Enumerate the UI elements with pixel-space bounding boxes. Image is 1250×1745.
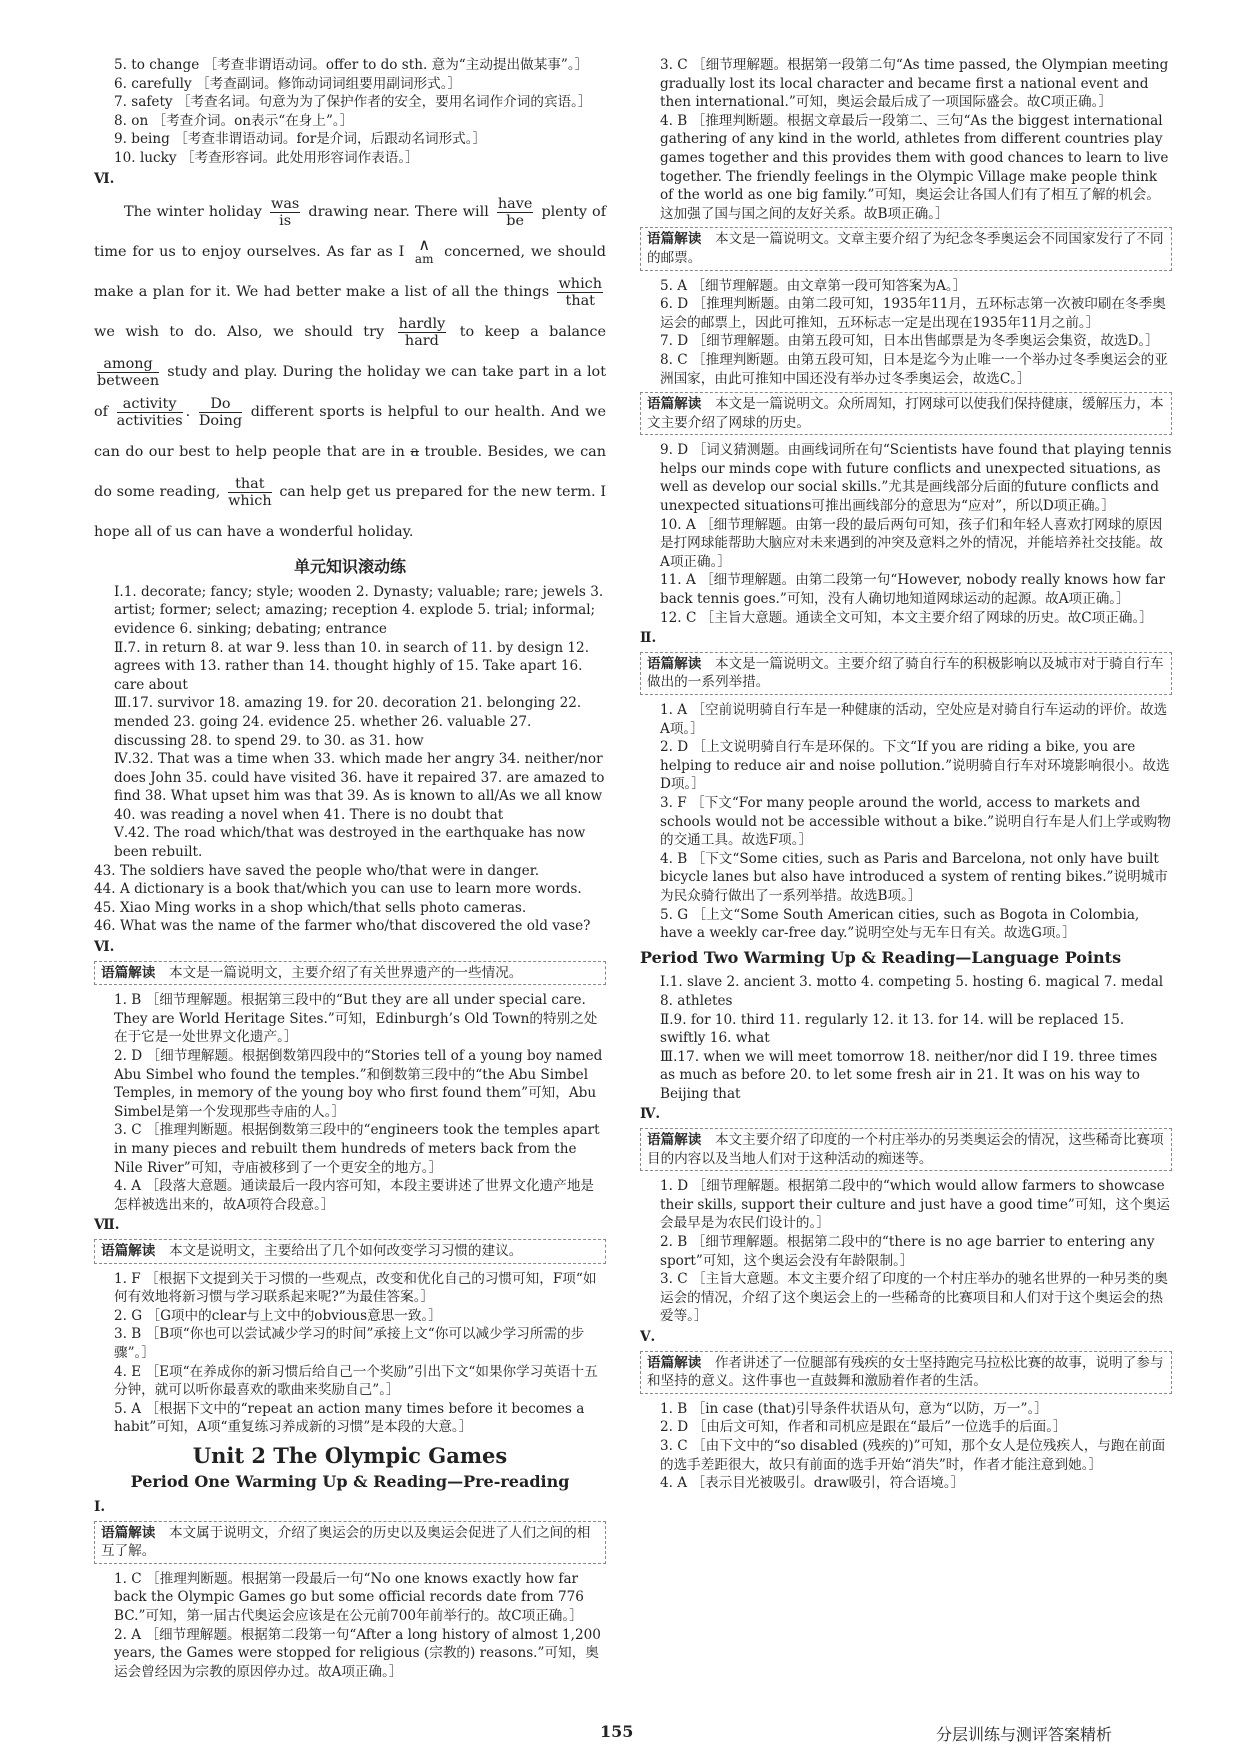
essay-text: plenty of time for us to enjoy ourselves. As far as I [94, 204, 607, 261]
box-text: 本文是说明文，主要给出了几个如何改变学习习惯的建议。 [168, 1242, 523, 1259]
box-label: 语篇解读 [101, 964, 156, 981]
roll-answers [94, 583, 606, 936]
box-label: 语篇解读 [647, 1132, 702, 1149]
correction-new: Do [199, 396, 242, 413]
essay-text: concerned, we should make a plan for it. We had better make a list of all the things [94, 244, 607, 301]
correction-new: which [558, 275, 603, 292]
box-text: 本文是一篇说明文。文章主要介绍了为纪念冬季奥运会不同国家发行了不同的邮票。 [647, 231, 1164, 266]
section-label: Ⅳ. [640, 1106, 661, 1123]
answer-item: 5. A ［根据下文中的“repeat an action many times before it becomes a habit”可知，A项“重复练习养成新的习惯”是本段的大意。］ [114, 1400, 585, 1436]
correction-new: have [497, 195, 533, 212]
answer-item: 6. D ［推理判断题。由第二段可知，1935年11月，五环标志第一次被印刷在冬季奥运会的邮票上，因此可推知，五环标志一定是出现在1935年11月之前。］ [660, 296, 1166, 331]
correction-new: that [228, 476, 272, 493]
answer-item: 2. B ［细节理解题。根据第二段中的“there is no age barrier to entering any sport”可知，这个奥运会没有年龄限制。］ [660, 1234, 1155, 1269]
answer-item: 9. D ［词义猜测题。由画线词所在句“Scientists have found that playing tennis helps our minds cope with future conflicts and unexpected situations, as well as develop our social skills.”尤其是画线部分后面的future conflicts and unexpected situations可推出画线部分的意思为“应对”，所以D项正确。］ [660, 442, 1172, 515]
answer-item: 4. A ［表示目光被吸引。draw吸引，符合语境。］ [660, 1475, 965, 1492]
box-label: 语篇解读 [647, 396, 702, 413]
correction [199, 396, 242, 429]
answer-item: 6. carefully ［考查副词。修饰动词词组要用副词形式。］ [114, 75, 462, 92]
answer-item: 1. D ［细节理解题。根据第二段中的“which would allow farmers to showcase their skills, support their culture and just have a good time”可知，这个奥运会最早是为农民们设计的。］ [660, 1178, 1171, 1232]
correction-old: activities [116, 412, 183, 429]
passage-analysis-box [94, 1239, 606, 1264]
answer-item: 10. A ［细节理解题。由第一段的最后两句可知，孩子们和年轻人喜欢打网球的原因是打网球能帮助大脑应对未来遇到的冲突及意料之外的情况，并能培养社交技能。故A项正确。］ [660, 516, 1163, 570]
essay-text: to keep a balance [459, 324, 606, 341]
correction-old: hard [404, 332, 439, 349]
answer-item: Ⅳ.32. That was a time when 33. which made her angry 34. neither/nor does John 35. could have visited 36. have it repaired 37. are amazed to find 38. What upset him was that 39. As is known to all/As we all know 40. was reading a novel when 41. There is no doubt that [114, 751, 605, 823]
caret-icon: ∧ [418, 235, 431, 255]
answer-item: 11. A ［细节理解题。由第二段第一句“However, nobody really knows how far back tennis goes.”可知，没有人确切地知道网球运动的起源。故A项正确。］ [660, 572, 1165, 608]
answer-item: 4. A ［段落大意题。通读最后一段内容可知，本段主要讲述了世界文化遗产地是怎样被选出来的，故A项符合段意。］ [114, 1178, 595, 1213]
answer-item: 8. C ［推理判断题。由第五段可知，日本是迄今为止唯一一个举办过冬季奥运会的亚洲国家，由此可推知中国还没有举办过冬季奥运会，故选C。］ [660, 351, 1168, 387]
period-title: Period One Warming Up & Reading—Pre-reading [130, 1472, 570, 1492]
box-label: 语篇解读 [647, 1354, 702, 1371]
correction-old: be [506, 212, 524, 229]
section-label: Ⅴ. [640, 1329, 656, 1345]
box-text: 本文是一篇说明文。主要介绍了骑自行车的积极影响以及城市对于骑自行车做出的一系列举措。 [647, 655, 1164, 691]
answer-item: 9. being ［考查非谓语动词。for是介词，后跟动名词形式。］ [114, 131, 487, 148]
answer-item: Ⅲ.17. when we will meet tomorrow 18. neither/nor did I 19. three times as much as before 20. to let some fresh air in 21. It was on his way to Beijing that [660, 1048, 1158, 1102]
correction-new: among [97, 356, 159, 373]
section-label: Ⅰ. [94, 1499, 106, 1516]
answer-item: 2. D ［上文说明骑自行车是环保的。下文“If you are riding a bike, you are helping to reduce air and noise pollution.”说明骑自行车对环境影响很小。故选D项。］ [660, 739, 1170, 793]
answer-item: 5. to change ［考查非谓语动词。offer to do sth. 意为“主动提出做某事”。］ [114, 57, 589, 73]
answer-item: Ⅰ.1. decorate; fancy; style; wooden 2. Dynasty; valuable; rare; jewels 3. artist; former; select; amazing; reception 4. explode 5. trial; informal; evidence 6. sinking; debating; entrance [114, 583, 604, 637]
answer-item: 43. The soldiers have saved the people who/that were in danger. [94, 862, 540, 879]
answer-item: 2. G ［G项中的clear与上文中的obvious意思一致。］ [114, 1307, 442, 1324]
answer-item: Ⅱ.9. for 10. third 11. regularly 12. it 13. for 14. will be replaced 15. swiftly 16. what [660, 1011, 1125, 1047]
answer-item: 10. lucky ［考查形容词。此处用形容词作表语。］ [114, 149, 419, 166]
page-number: 155 [600, 1722, 634, 1741]
essay-text: The winter holiday [124, 204, 262, 221]
right-column [640, 56, 1172, 1493]
answer-item: 1. C ［推理判断题。根据第一段最后一句“No one knows exactly how far back the Olympic Games go but some official records date from 776 BC.”可知，第一届古代奥运会应该是在公元前700年前举行的。故C项正确。］ [114, 1570, 584, 1625]
section-label: Ⅱ. [640, 630, 657, 647]
answer-item: 4. B ［推理判断题。根据文章最后一段第二、三句“As the biggest international gathering of any kind in the world, athletes from different countries play games together and this provides them with good chances to learn to live together. The friendly feelings in the Olympic Village make people think of the world as one big family.”可知，奥运会让各国人们有了相互了解的机会。这加强了国与国之间的友好关系。故B项正确。］ [660, 112, 1169, 222]
box-label: 语篇解读 [647, 231, 702, 248]
answer-item: Ⅰ.1. slave 2. ancient 3. motto 4. competing 5. hosting 6. magical 7. medal 8. athletes [660, 974, 1164, 1009]
answer-item: 5. A ［细节理解题。由文章第一段可知答案为A。］ [660, 277, 967, 294]
insertion-mark [410, 235, 438, 267]
answer-item: 4. B ［下文“Some cities, such as Paris and Barcelona, not only have built bicycle lanes but also have introduced a system of renting bikes.”说明城市为民众骑行做出了一系列举措。故选B项。］ [660, 850, 1168, 904]
essay-text: study and play. During the holiday we can take part in a lot of [94, 364, 606, 421]
answer-item: 12. C ［主旨大意题。通读全文可知，本文主要介绍了网球的历史。故C项正确。］ [660, 609, 1153, 626]
answer-item: 5. G ［上文“Some South American cities, such as Bogota in Colombia, have a weekly car-free day.”说明空处与无车日有关。故选G项。］ [660, 906, 1140, 942]
passage-analysis-box [640, 1128, 1172, 1171]
correction [117, 396, 183, 429]
answer-item: 3. C ［推理判断题。根据倒数第三段中的“engineers took the temples apart in many pieces and rebuilt them hundreds of meters back from the Nile River”可知，寺庙被移到了一个更安全的地方。］ [114, 1122, 600, 1176]
passage-analysis-box [640, 227, 1172, 270]
correction-old: is [279, 212, 292, 229]
answer-item: 2. D ［细节理解题。根据倒数第四段中的“Stories tell of a young boy named Abu Simbel who found the temples.”和倒数第三段中的“the Abu Simbel Temples, in memory of the young boy who first found them”可知，Abu Simbel是第一个发现那些寺庙的人。］ [114, 1048, 603, 1120]
left-column [94, 56, 606, 1681]
deleted-word: a [410, 444, 420, 461]
unit-title: Unit 2 The Olympic Games [192, 1442, 508, 1468]
corrected-essay [94, 192, 606, 552]
footer-title: 分层训练与测评答案精析 [936, 1725, 1113, 1744]
answer-item: Ⅲ.17. survivor 18. amazing 19. for 20. decoration 21. belonging 22. mended 23. going 24. evidence 25. whether 26. valuable 27. discussing 28. to spend 29. to 30. as 31. how [114, 695, 582, 749]
box-text: 本文主要介绍了印度的一个村庄举办的另类奥运会的情况，这些稀奇比赛项目的内容以及当地人们对于这种活动的痴迷等。 [647, 1132, 1164, 1167]
correction-old: Doing [198, 412, 243, 429]
passage-analysis-box [94, 961, 606, 986]
correction-old: which [228, 492, 272, 509]
correction [97, 356, 159, 389]
answer-item: Ⅴ.42. The road which/that was destroyed in the earthquake has now been rebuilt. [114, 825, 586, 861]
box-label: 语篇解读 [101, 1524, 156, 1541]
answer-item: 2. D ［由后文可知，作者和司机应是跟在“最后”一位选手的后面。］ [660, 1419, 1067, 1436]
answer-item: 1. B ［in case (that)引导条件状语从句，意为“以防，万一”。］ [660, 1400, 1048, 1417]
answer-item: 8. on ［考查介词。on表示“在身上”。］ [114, 112, 354, 129]
box-text: 本文是一篇说明文。众所周知，打网球可以使我们保持健康，缓解压力，本文主要介绍了网球的历史。 [647, 396, 1164, 431]
answer-item: 3. C ［主旨大意题。本文主要介绍了印度的一个村庄举办的驰名世界的一种另类的奥运会的情况，介绍了这个奥运会上的一些稀奇的比赛项目和人们对于这个奥运会的热爱等。］ [660, 1271, 1168, 1325]
passage-analysis-box [640, 652, 1172, 695]
answer-list-top [94, 56, 606, 168]
section-label: Ⅶ. [94, 1217, 120, 1234]
answer-item: 3. C ［由下文中的“so disabled (残疾的)”可知，那个女人是位残疾人，与跑在前面的选手差距很大，故只有前面的选手开始“消失”时，作者才能注意到她。］ [660, 1437, 1166, 1473]
essay-text: different sports is helpful to our health. And we can do our best to help people that are in [94, 404, 607, 461]
correction [557, 276, 603, 309]
box-text: 作者讲述了一位腿部有残疾的女士坚持跑完马拉松比赛的故事，说明了参与和坚持的意义。这件事也一直鼓舞和激励着作者的生活。 [647, 1354, 1164, 1390]
answer-item: 45. Xiao Ming works in a shop which/that sells photo cameras. [94, 899, 527, 916]
essay-text: . [185, 404, 191, 421]
answer-item: 1. B ［细节理解题。根据第三段中的“But they are all under special care. They are World Heritage Sites.”可知，Edinburgh’s Old Town的特别之处在于它是一处世界文化遗产。］ [114, 992, 598, 1046]
box-text: 本文属于说明文，介绍了奥运会的历史以及奥运会促进了人们之间的相互了解。 [101, 1524, 591, 1560]
correction [270, 196, 300, 229]
correction-new: hardly [398, 315, 446, 332]
answer-item: 4. E ［E项“在养成你的新习惯后给自己一个奖励”引出下文“如果你学习英语十五分钟，就可以听你最喜欢的歌曲来奖励自己”。］ [114, 1363, 598, 1399]
answer-item: 3. B ［B项“你也可以尝试减少学习的时间”承接上文“你可以减少学习所需的步骤”。］ [114, 1326, 585, 1361]
correction [398, 316, 447, 349]
essay-text: trouble. Besides, we can do some reading, [94, 444, 607, 501]
box-label: 语篇解读 [647, 655, 702, 672]
period-title: Period Two Warming Up & Reading—Language Points [640, 947, 1122, 967]
essay-text: can help get us prepared for the new term. I hope all of us can have a wonderful holiday. [94, 484, 607, 541]
answer-item: 3. F ［下文“For many people around the world, access to markets and schools would not be accessible without a bike.”说明自行车是人们上学或购物的交通工具。故选F项。］ [660, 794, 1171, 849]
answer-item: 1. A ［空前说明骑自行车是一种健康的活动，空处应是对骑自行车运动的评价。故选A项。］ [660, 702, 1168, 737]
answer-item: 44. A dictionary is a book that/which you can use to learn more words. [94, 881, 582, 898]
correction-old: that [565, 292, 595, 309]
essay-text: we wish to do. Also, we should try [94, 324, 385, 341]
answer-item: 1. F ［根据下文提到关于习惯的一些观点，改变和优化自己的习惯可知，F项“如何有效地将新习惯与学习联系起来呢?”为最佳答案。］ [114, 1270, 597, 1306]
section-label: Ⅵ. [94, 939, 115, 956]
answer-item: 7. safety ［考查名词。句意为为了保护作者的安全，要用名词作介词的宾语。］ [114, 94, 592, 111]
correction-new: was [271, 195, 300, 212]
box-label: 语篇解读 [101, 1242, 156, 1259]
passage-analysis-box [94, 1521, 606, 1564]
answer-item: 2. A ［细节理解题。根据第二段第一句“After a long history of almost 1,200 years, the Games were stopped for religious (宗教的) reasons.”可知，奥运会曾经因为宗教的原因停办过。故A项正确。］ [114, 1626, 601, 1680]
answer-item: Ⅱ.7. in return 8. at war 9. less than 10. in search of 11. by design 12. agrees with 13. rather than 14. thought highly of 15. Take apart 16. care about [114, 639, 590, 693]
box-text: 本文是一篇说明文，主要介绍了有关世界遗产的一些情况。 [168, 964, 523, 981]
inserted-word: am [414, 252, 434, 267]
passage-analysis-box [640, 392, 1172, 435]
essay-text: drawing near. There will [308, 204, 489, 221]
correction [228, 476, 272, 509]
answer-item: 46. What was the name of the farmer who/that discovered the old vase? [94, 918, 591, 935]
passage-analysis-box [640, 1351, 1172, 1394]
answer-item: 7. D ［细节理解题。由第五段可知，日本出售邮票是为冬季奥运会集资，故选D。］ [660, 333, 1159, 350]
section-label: Ⅵ. [94, 170, 115, 187]
correction-old: between [97, 372, 160, 389]
correction [497, 196, 534, 229]
section-title: 单元知识滚动练 [293, 557, 406, 577]
correction-new: activity [117, 396, 183, 413]
answer-item: 3. C ［细节理解题。根据第一段第二句“As time passed, the Olympian meeting gradually lost its local character and became first a national event and then international.”可知，奥运会最后成了一项国际盛会。故C项正确。］ [660, 57, 1169, 111]
